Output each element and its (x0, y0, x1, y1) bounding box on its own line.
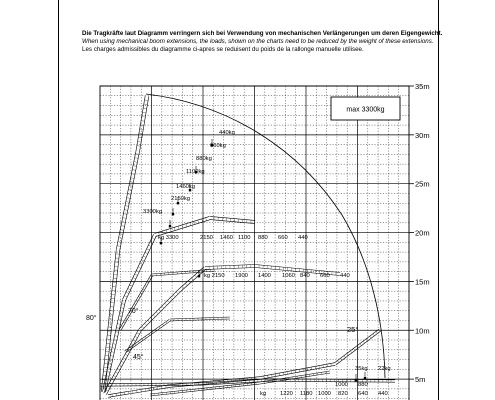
boom-arm-hatch (159, 327, 160, 329)
boom-vertical-hatch (119, 234, 123, 235)
boom-arm-hatch (143, 289, 145, 290)
boom-70-hatch (128, 288, 131, 289)
boom-vertical-hatch (137, 146, 141, 147)
boom-arm-hatch (135, 344, 136, 346)
boom-0-load-label: 1180 (300, 391, 313, 397)
boom-vertical-edge (101, 250, 116, 392)
boom-45-hatch (153, 315, 155, 317)
boom-70-edge (210, 216, 255, 220)
boom-0-load-label: 1220 (280, 391, 293, 397)
boom-vertical-hatch (129, 186, 133, 187)
boom-arm-edge (121, 276, 153, 331)
boom-vertical-hatch (145, 100, 149, 101)
boom-vertical-hatch (125, 206, 129, 207)
height-tick-label: 5m (415, 375, 426, 385)
boom-70-hatch (143, 256, 146, 257)
boom-arm-edge (170, 319, 230, 321)
vertical-load-label: 3300kg (143, 209, 163, 215)
boom-vertical-hatch (123, 214, 127, 215)
boom-70-hatch (174, 227, 175, 230)
boom-70-hatch (148, 245, 151, 246)
boom-45-load-label: 440 (340, 273, 350, 279)
boom-25-loads (355, 366, 391, 372)
hook-block (364, 377, 366, 379)
boom-70-hatch (116, 328, 119, 329)
boom-vertical-hatch (117, 246, 121, 247)
boom-vertical-hatch (121, 226, 125, 227)
boom-45-loads (204, 273, 350, 279)
boom-25-hatch (344, 356, 346, 358)
boom-vertical-hatch (139, 133, 143, 134)
boom-vertical-hatch (131, 178, 135, 179)
height-tick-label: 30m (415, 130, 430, 140)
boom-arm-hatch (128, 349, 129, 351)
boom-25-hatch (354, 348, 356, 350)
boom-vertical-hatch (134, 162, 138, 163)
boom-arm-hatch (162, 324, 163, 326)
boom-45-hatch (115, 372, 118, 373)
boom-70-load-label: 440 (298, 235, 308, 241)
note-german: Die Tragkräfte laut Diagramm verringern sich bei Verwendung von mechanischen Verlängerungen um deren Eigengewicht. (82, 30, 443, 37)
boom-70-hatch (178, 226, 179, 229)
boom-70-hatch (133, 278, 136, 279)
boom-70-hatch (122, 304, 125, 305)
boom-vertical-hatch (141, 121, 145, 122)
boom-70-hatch (107, 372, 110, 373)
boom-70-hatch (182, 225, 183, 228)
boom-0-load-label: 1000 (335, 382, 348, 388)
boom-70-hatch (147, 249, 150, 250)
boom-vertical-hatch (126, 202, 130, 203)
boom-angle-label: 70° (128, 308, 139, 315)
boom-70-hatch (108, 368, 111, 369)
boom-70-edge (106, 300, 126, 392)
height-tick-label: 10m (415, 326, 430, 336)
boom-25-hatch (337, 361, 339, 363)
boom-25-hatch (341, 358, 343, 360)
boom-arm-hatch (145, 336, 146, 338)
boom-arm-hatch (121, 326, 123, 327)
boom-vertical-hatch (142, 112, 146, 113)
boom-70-hatch (135, 274, 138, 275)
boom-vertical-hatch (138, 141, 142, 142)
boom-arm-hatch (126, 318, 128, 319)
boom-arm-hatch (138, 296, 140, 297)
vertical-boom-loads (143, 130, 235, 215)
height-tick-label: 25m (415, 179, 430, 189)
boom-70-hatch (138, 267, 141, 268)
boom-0-loads (260, 382, 388, 397)
boom-arm-hatch (152, 331, 153, 333)
boom-70-hatch (115, 332, 118, 333)
boom-70-loads (158, 235, 308, 241)
boom-angle-label: 80° (86, 315, 97, 322)
boom-45-load-label: 840 (300, 273, 310, 279)
boom-45-hatch (113, 376, 116, 377)
boom-45-hatch (170, 298, 172, 300)
boom-70-hatch (124, 296, 127, 297)
vertical-load-label: 440kg (219, 130, 235, 136)
boom-70-hatch (186, 224, 187, 227)
hook-block (198, 275, 200, 277)
boom-70-hatch (121, 308, 124, 309)
boom-arm-edge (126, 321, 171, 353)
vertical-load-label: 660kg (210, 143, 226, 149)
boom-45-hatch (121, 361, 124, 362)
boom-70-hatch (202, 219, 203, 222)
boom-25-hatch (360, 344, 362, 346)
angle-labels (86, 307, 358, 361)
boom-45-hatch (185, 283, 187, 285)
boom-70-hatch (115, 336, 118, 337)
boom-70-hatch (126, 292, 129, 293)
vertical-load-label: 1100kg (186, 169, 205, 175)
note-french: Les charges admissibles du diagramme ci-apres se reduisent du poids de la rallonge manuelle utilisee. (82, 46, 364, 53)
boom-0-load-label: 640 (358, 391, 368, 397)
boom-0-load-label: 880 (358, 382, 368, 388)
boom-angle-label: 45° (133, 354, 144, 361)
boom-arm-hatch (147, 282, 149, 283)
boom-70-load-label: 1460 (220, 235, 233, 241)
boom-25-load-label: 35kg (355, 366, 368, 372)
boom-70-load-label: kg 3300 (158, 235, 179, 241)
boom-0-load-label: 820 (338, 391, 348, 397)
boom-70-hatch (112, 348, 115, 349)
boom-vertical-hatch (128, 190, 132, 191)
boom-positions (100, 96, 395, 398)
boom-25-load-label: 22kg (378, 366, 391, 372)
vertical-load-label: 2150kg (171, 196, 191, 202)
vertical-load-label: 1460kg (176, 184, 196, 190)
height-tick-label: 35m (415, 82, 430, 91)
boom-45-hatch (162, 306, 164, 308)
hook-block (169, 225, 171, 227)
vertical-load-label: 880kg (196, 156, 212, 162)
boom-0-load-label: kg (260, 391, 267, 397)
boom-vertical-hatch (130, 182, 134, 183)
boom-arm-hatch (149, 278, 151, 279)
boom-25-edge (260, 365, 335, 379)
boom-45-hatch (173, 295, 175, 297)
hook-block (160, 242, 162, 244)
boom-45-hatch (176, 292, 178, 294)
boom-arm-hatch (142, 339, 143, 341)
height-tick-label: 20m (415, 228, 430, 238)
boom-vertical-hatch (133, 166, 137, 167)
vertical-grid (110, 86, 398, 400)
boom-arm-hatch (123, 322, 125, 323)
boom-vertical-hatch (140, 129, 144, 130)
boom-vertical-hatch (135, 158, 139, 159)
boom-25-hatch (363, 341, 365, 343)
boom-45-hatch (148, 320, 150, 322)
hook-block (355, 379, 357, 381)
boom-70-hatch (117, 324, 120, 325)
height-tick-label: 15m (415, 277, 430, 287)
boom-45-load-label: kg 2150 (204, 273, 225, 279)
boom-vertical-hatch (124, 210, 128, 211)
boom-vertical-edge (116, 150, 136, 250)
boom-70-edge (210, 220, 255, 224)
boom-70-load-label: 2150 (200, 235, 213, 241)
boom-45-hatch (142, 326, 144, 328)
boom-70-hatch (142, 260, 145, 261)
boom-70-load-label: 660 (278, 235, 288, 241)
boom-45-hatch (137, 333, 140, 334)
boom-arm-edge (124, 319, 169, 351)
height-scale (409, 82, 430, 384)
boom-70-hatch (111, 352, 114, 353)
boom-45-hatch (145, 323, 147, 325)
boom-70-hatch (110, 356, 113, 357)
hook-block (177, 202, 179, 204)
note-english: When using mechanical boom extensions, the loads, shown on the charts need to be reduced by the weight of these extensions. (82, 38, 434, 45)
boom-70-hatch (109, 360, 112, 361)
boom-70-load-label: 880 (258, 235, 268, 241)
boom-45-load-label: 1060 (282, 273, 295, 279)
boom-45-hatch (195, 275, 197, 277)
boom-25-hatch (350, 351, 352, 353)
boom-vertical-edge (136, 96, 145, 150)
boom-arm-hatch (166, 322, 167, 324)
boom-25-hatch (376, 331, 378, 333)
boom-70-hatch (194, 221, 195, 224)
boom-arm-hatch (134, 304, 136, 305)
boom-45-load-label: 1400 (258, 273, 271, 279)
boom-70-hatch (118, 320, 121, 321)
boom-45-hatch (156, 312, 158, 314)
boom-25-hatch (373, 334, 375, 336)
boom-45-load-label: 660 (320, 273, 330, 279)
boom-vertical-hatch (127, 194, 131, 195)
boom-45-hatch (168, 300, 170, 302)
boom-45-hatch (125, 354, 128, 355)
boom-70-hatch (113, 344, 116, 345)
boom-vertical-hatch (132, 170, 136, 171)
boom-25-hatch (370, 336, 372, 338)
boom-0-load-label: 440 (378, 391, 388, 397)
boom-0-load-label: 1000 (318, 391, 331, 397)
boom-angle-label: 25° (347, 325, 359, 334)
boom-arm-hatch (138, 341, 139, 343)
max-load-label: max 3300kg (346, 106, 385, 114)
boom-70-hatch (190, 223, 191, 226)
boom-arm-hatch (145, 285, 147, 286)
hook-block (172, 213, 174, 215)
boom-70-hatch (120, 312, 123, 313)
boom-45-hatch (123, 358, 126, 359)
boom-arm-edge (170, 317, 230, 319)
boom-25-edge (260, 363, 335, 377)
boom-vertical-hatch (144, 104, 148, 105)
boom-45-hatch (165, 303, 167, 305)
boom-vertical-edge (120, 150, 140, 250)
boom-vertical-hatch (140, 125, 144, 126)
boom-45-hatch (117, 368, 120, 369)
boom-70-hatch (145, 252, 148, 253)
boom-70-hatch (109, 364, 112, 365)
boom-vertical-hatch (123, 218, 127, 219)
boom-70-load-label: 1100 (238, 235, 251, 241)
boom-vertical-hatch (127, 198, 131, 199)
boom-70-hatch (152, 238, 155, 239)
boom-vertical-hatch (143, 108, 147, 109)
boom-vertical-hatch (122, 222, 126, 223)
boom-45-hatch (135, 336, 138, 337)
boom-70-hatch (170, 229, 171, 232)
boom-arm-hatch (149, 334, 150, 336)
boom-70-hatch (206, 218, 207, 221)
boom-45-load-label: 1900 (235, 273, 248, 279)
boom-0-edge (270, 381, 395, 382)
boom-vertical-hatch (142, 116, 146, 117)
